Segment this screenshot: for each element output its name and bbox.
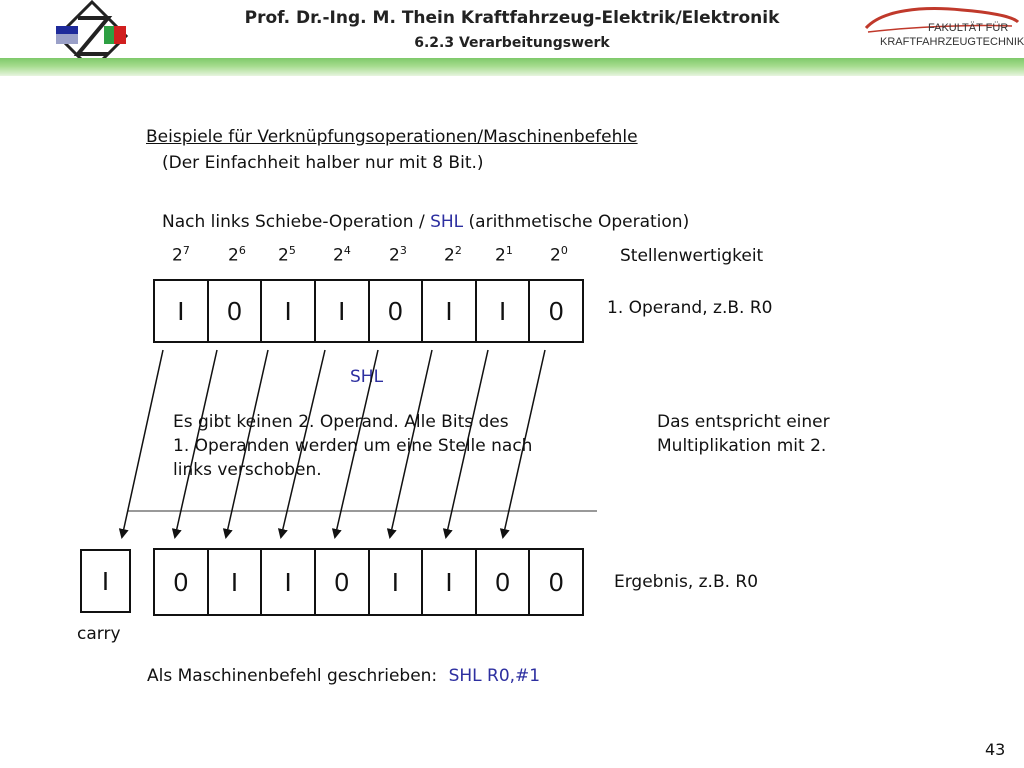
operand-label: 1. Operand, z.B. R0 [607, 298, 773, 318]
operand-bit: I [423, 281, 477, 341]
result-bit: I [370, 550, 424, 614]
operand-bit: I [316, 281, 370, 341]
shift-arrow [122, 350, 163, 537]
power-4: $2^4$ [333, 244, 351, 266]
result-bit: 0 [548, 566, 564, 597]
side-note-line: Das entspricht einer [657, 412, 830, 432]
result-bit: 0 [316, 550, 370, 614]
page-number: 43 [985, 740, 1006, 759]
section-note: (Der Einfachheit halber nur mit 8 Bit.) [162, 153, 484, 173]
operand-bit: 0 [209, 281, 263, 341]
shl-label: SHL [350, 367, 384, 387]
instruction-line [147, 666, 540, 686]
result-bit: I [209, 550, 263, 614]
explanation-line: links verschoben. [173, 460, 322, 480]
result-bit: I [262, 550, 316, 614]
shift-arrow [390, 350, 432, 537]
power-5: $2^5$ [278, 244, 296, 266]
instruction-prefix: Als Maschinenbefehl geschrieben: [147, 666, 438, 686]
result-bit: 0 [477, 550, 531, 614]
result-register [153, 548, 584, 616]
explanation-line: Es gibt keinen 2. Operand. Alle Bits des [173, 412, 509, 432]
operation-suffix: (arithmetische Operation) [463, 212, 690, 232]
explanation-line: 1. Operanden werden um eine Stelle nach [173, 436, 533, 456]
operand-bit: I [477, 281, 531, 341]
result-label: Ergebnis, z.B. R0 [614, 572, 759, 592]
header-title: Prof. Dr.-Ing. M. Thein Kraftfahrzeug-Elektrik/Elektronik [244, 8, 780, 28]
operation-prefix: Nach links Schiebe-Operation / [162, 212, 431, 232]
weight-label: Stellenwertigkeit [620, 246, 764, 266]
operand-bit: 0 [370, 281, 424, 341]
power-7: $2^7$ [172, 244, 190, 266]
power-3: $2^3$ [389, 244, 407, 266]
shift-arrow [335, 350, 378, 537]
result-bit: 0 [155, 550, 209, 614]
shift-arrow [281, 350, 325, 537]
operation-keyword: SHL [430, 212, 464, 232]
power-0: $2^0$ [550, 244, 568, 266]
shift-arrow [226, 350, 268, 537]
operand-bit: I [262, 281, 316, 341]
shift-arrow [446, 350, 488, 537]
header-subtitle: 6.2.3 Verarbeitungswerk [414, 35, 610, 51]
carry-bit-box: I [80, 549, 131, 613]
faculty-line2: KRAFTFAHRZEUGTECHNIK [880, 36, 1024, 48]
power-6: $2^6$ [228, 244, 246, 266]
section-heading: Beispiele für Verknüpfungsoperationen/Maschinenbefehle [146, 127, 638, 147]
power-1: $2^1$ [495, 244, 513, 266]
shift-arrow [503, 350, 545, 537]
shift-arrow [175, 350, 217, 537]
operand-bit: 0 [548, 295, 564, 326]
faculty-line1: FAKULTÄT FÜR [928, 22, 1009, 34]
instruction-code: SHL R0,#1 [448, 666, 541, 686]
carry-label: carry [77, 624, 121, 644]
power-2: $2^2$ [444, 244, 462, 266]
operand-bit: I [155, 281, 209, 341]
result-bit: I [423, 550, 477, 614]
side-note-line: Multiplikation mit 2. [657, 436, 827, 456]
